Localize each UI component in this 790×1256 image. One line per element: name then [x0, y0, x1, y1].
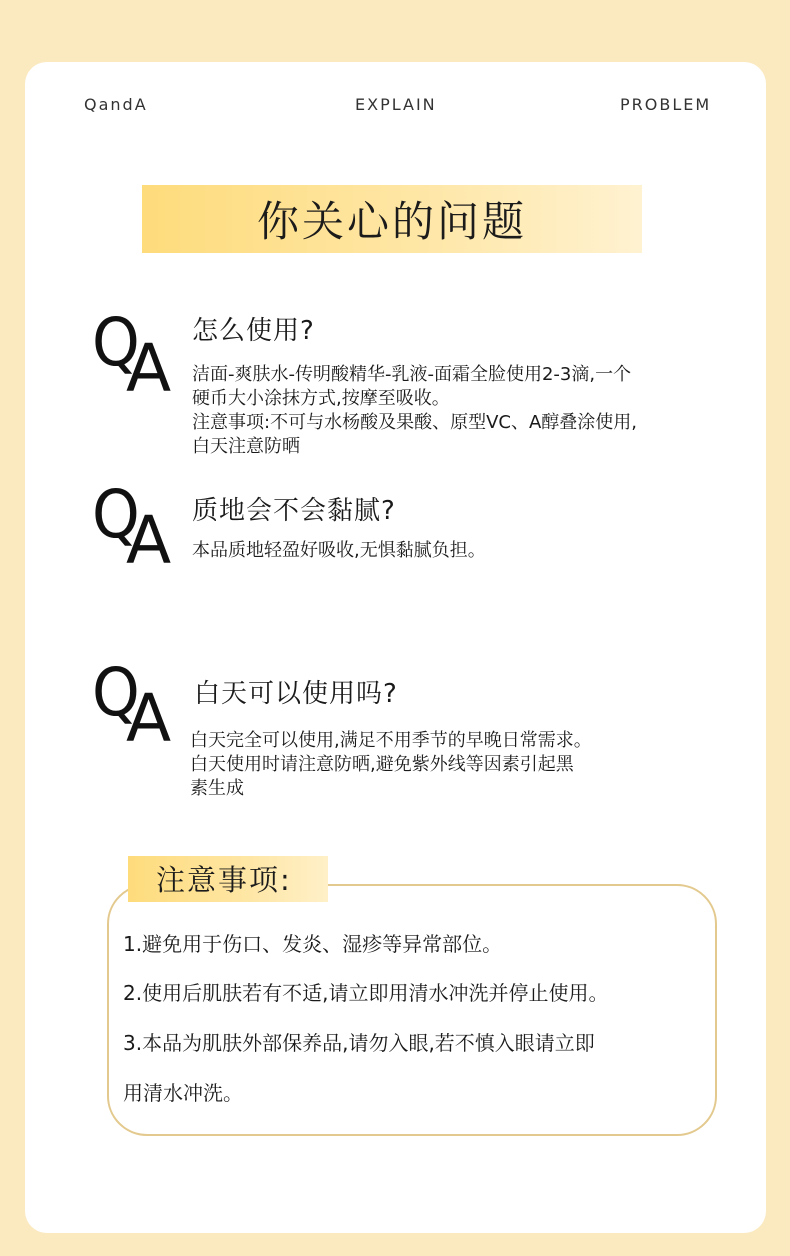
nav-label-explain: EXPLAIN — [355, 95, 437, 114]
qa-answer-line: 洁面-爽肤水-传明酸精华-乳液-面霜全脸使用2-3滴,一个 — [192, 364, 632, 385]
qa-question-2: 质地会不会黏腻? — [192, 496, 396, 526]
qa-question-3: 白天可以使用吗? — [194, 679, 398, 709]
notice-title: 注意事项: — [156, 863, 292, 897]
qa-answer-2 — [192, 539, 486, 563]
qa-icon-q: Q — [92, 304, 140, 381]
notice-item-2: 2.使用后肌肤若有不适,请立即用清水冲洗并停止使用。 — [123, 981, 609, 1005]
qa-icon — [92, 304, 192, 410]
qa-icon-q: Q — [92, 476, 140, 553]
qa-answer-line: 硬币大小涂抹方式,按摩至吸收。 — [192, 388, 450, 409]
qa-icon — [92, 654, 192, 760]
qa-icon — [92, 476, 192, 582]
notice-item-1: 1.避免用于伤口、发炎、湿疹等异常部位。 — [123, 932, 503, 956]
page-title: 你关心的问题 — [256, 197, 527, 246]
nav-label-problem: PROBLEM — [620, 95, 712, 114]
qa-answer-line: 本品质地轻盈好吸收,无惧黏腻负担。 — [192, 540, 486, 561]
notice-item-3-continued: 用清水冲洗。 — [123, 1081, 243, 1105]
qa-icon-q: Q — [92, 654, 140, 731]
qa-answer-line: 注意事项:不可与水杨酸及果酸、原型VC、A醇叠涂使用, — [192, 412, 637, 433]
qa-icon-a: A — [126, 680, 172, 757]
nav-label-qanda: QandA — [84, 95, 148, 114]
qa-answer-line: 白天使用时请注意防晒,避免紫外线等因素引起黑 — [190, 754, 574, 775]
qa-icon-a: A — [126, 330, 172, 407]
title-banner — [142, 185, 642, 253]
qa-answer-line: 白天注意防晒 — [192, 436, 300, 457]
qa-icon-a: A — [126, 502, 172, 579]
notice-item-3: 3.本品为肌肤外部保养品,请勿入眼,若不慎入眼请立即 — [123, 1031, 595, 1055]
qa-answer-line: 白天完全可以使用,满足不用季节的早晚日常需求。 — [190, 730, 592, 751]
qa-answer-1 — [192, 363, 637, 459]
qa-answer-3 — [190, 729, 592, 801]
qa-question-1: 怎么使用? — [192, 316, 315, 346]
qa-answer-line: 素生成 — [190, 778, 244, 799]
